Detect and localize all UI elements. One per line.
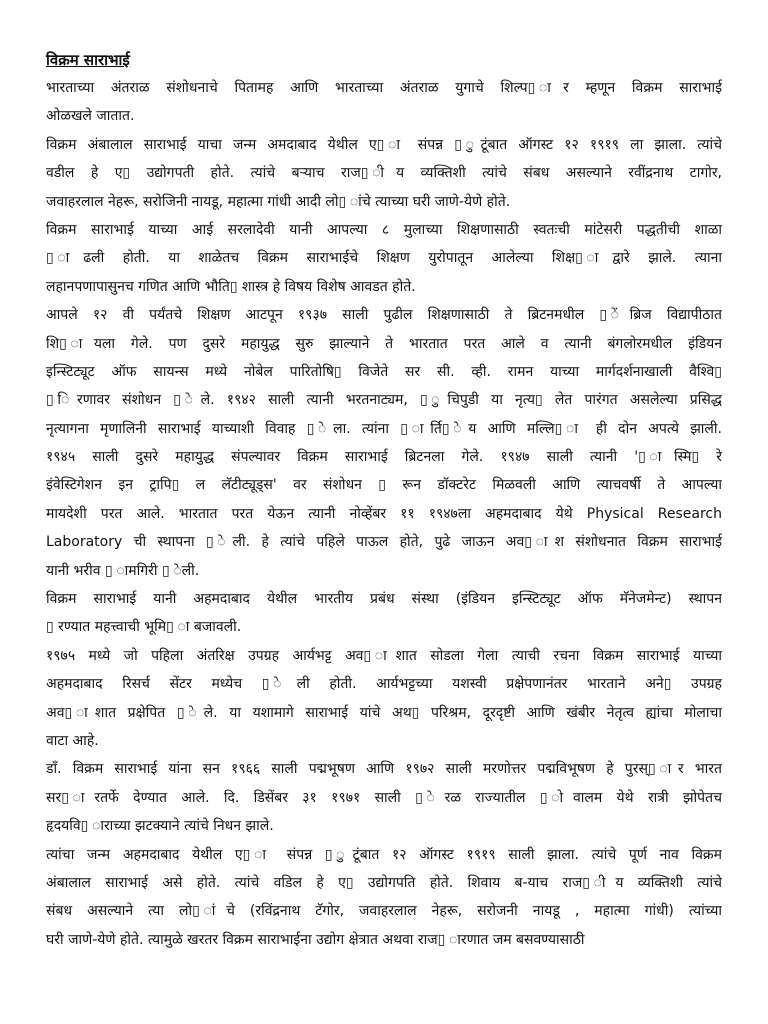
paragraph	[46, 755, 722, 840]
text-line: अव▯ ाशात प्रक्षेपित ▯ ेले. या यशामागे साराभाई यांचे अथ▯ परिश्रम, दूरदृष्टी आणि खंबीर नेतृत्व ह्यांचा मोलाचा	[46, 704, 722, 721]
text-line: हृदयवि▯ ाराच्या झटक्याने त्यांचे निधन झाले.	[46, 818, 274, 835]
paragraph	[46, 841, 722, 955]
text-line: अंबालाल साराभाई असे होते. त्यांचे वडिल हे ए▯ उद्योगपति होते. शिवाय ब-याच राज▯ ीय व्यक्तिशी त्यांचे	[46, 874, 722, 891]
text-line: ओळखले जातात.	[46, 108, 135, 125]
text-line: इन्स्टिट्यूट ऑफ सायन्स मध्ये नोबेल पारितोषि▯ विजेते सर सी. व्ही. रामन याच्या मार्गदर्शनाखाली वैश्वि▯	[46, 363, 722, 380]
text-line: यानी भरीव ▯ ामगिरी ▯ ेली.	[46, 562, 200, 579]
text-line: विक्रम साराभाई याच्या आई सरलादेवी यानी आपल्या ८ मुलाच्या शिक्षणासाठी स्वतःची मांटेसरी पद्धतीची शाळा	[46, 221, 722, 238]
text-line: Laboratory ची स्थापना ▯ ेली. हे त्यांचे पहिले पाऊल होते, पुढे जाऊन अव▯ ाश संशोधनात विक्रम साराभाई	[46, 534, 722, 551]
text-line: आपले १२ वी पर्यंतचे शिक्षण आटपून १९३७ साली पुढील शिक्षणासाठी ते ब्रिटनमधील ▯ ेंब्रिज विद्यापीठात	[46, 307, 722, 324]
text-line: नृत्यागना मृणालिनी साराभाई याच्याशी विवाह ▯ ेला. त्यांना ▯ ार्ति▯ ेय आणि मल्लि▯ ा ही दोन अपत्ये झाली.	[46, 420, 722, 437]
document-title: विक्रम साराभाई	[46, 51, 130, 69]
text-line: त्यांचा जन्म अहमदाबाद येथील ए▯ ा संपन्न ▯ ुटूंबात १२ ऑगस्ट १९१९ साली झाला. त्यांचे पूर्ण नाव विक्रम	[46, 846, 722, 863]
text-line: विक्रम साराभाई यानी अहमदाबाद येथील भारतीय प्रबंध संस्था (इंडियन इन्स्टिट्यूट ऑफ मॅनेजमेन्ट) स्थापन	[46, 591, 722, 608]
text-line: वाटा आहे.	[46, 732, 99, 749]
paragraph	[46, 216, 722, 301]
text-line: घरी जाणे-येणे होते. त्यामुळे खरतर विक्रम साराभाईना उद्योग क्षेत्रात अथवा राज▯ ारणात जम बसवण्यासाठी	[46, 931, 585, 948]
text-line: ▯ िरणावर संशोधन ▯ ेले. १९४२ साली त्यानी भरतनाट्यम, ▯ ुचिपुडी या नृत्य▯ लेत पारंगत असलेल्या प्रसिद्ध	[46, 392, 722, 409]
text-line: ▯ ाढली होती. या शाळेतच विक्रम साराभाईचे शिक्षण युरोपातून आलेल्या शिक्ष▯ ाद्वारे झाले. त्याना	[46, 250, 722, 267]
document-body	[46, 74, 722, 954]
paragraph	[46, 131, 722, 216]
paragraph	[46, 74, 722, 131]
text-line: डॉं. विक्रम साराभाई यांना सन १९६६ साली पद्मभूषण आणि १९७२ साली मरणोत्तर पद्मविभूषण हे पुरस्▯ ार भारत	[46, 761, 722, 778]
text-line: १९७५ मध्ये जो पहिला अंतरिक्ष उपग्रह आर्यभट्ट अव▯ ाशात सोडला गेला त्याची रचना विक्रम साराभाई याच्या	[46, 647, 722, 664]
text-line: मायदेशी परत आले. भारतात परत येऊन त्यानी नोव्हेंबर ११ १९४७ला अहमदाबाद येथे Physical Research	[46, 505, 722, 522]
text-line: शि▯ ायला गेले. पण दुसरे महायुद्ध सुरु झाल्याने ते भारतात परत आले व त्यानी बंगलोरमधील इंडियन	[46, 335, 722, 352]
text-line: वडील हे ए▯ उद्योगपती होते. त्यांचे बऱ्याच राज▯ ीय व्यक्तिशी त्यांचे संबध असल्याने रवींद्रनाथ टागोर,	[46, 165, 722, 182]
paragraph	[46, 585, 722, 642]
text-line: इंवेस्टिगेशन इन ट्रापि▯ ल लॅटीट्यूड्स' वर संशोधन ▯ रून डॉक्टरेट मिळवली आणि त्याचवर्षी ते आपल्या	[46, 477, 722, 494]
document-page	[46, 46, 722, 954]
text-line: लहानपणापासुनच गणित आणि भौति▯ शास्त्र हे विषय विशेष आवडत होते.	[46, 278, 416, 295]
text-line: भारताच्या अंतराळ संशोधनाचे पितामह आणि भारताच्या अंतराळ युगाचे शिल्प▯ ार म्हणून विक्रम साराभाई	[46, 80, 722, 96]
text-line: संबध असल्याने त्या लो▯ ांचे (रविंद्रनाथ टॅगोर, जवाहरलाल नेहरू, सरोजनी नायडू , महात्मा गांधी) त्यांच्या	[46, 903, 722, 920]
paragraph	[46, 642, 722, 756]
text-line: सर▯ ारतर्फे देण्यात आले. दि. डिसेंबर ३१ १९७१ साली ▯ ेरळ राज्यातील ▯ ोवालम येथे रात्री झोपेतच	[46, 789, 722, 806]
paragraph	[46, 301, 722, 585]
text-line: जवाहरलाल नेहरू, सरोजिनी नायडू, महात्मा गांधी आदी लो▯ ांचे त्याच्या घरी जाणे-येणे होते.	[46, 193, 511, 210]
text-line: १९४५ साली दुसरे महायुद्ध संपल्यावर विक्रम साराभाई ब्रिटनला गेले. १९४७ साली त्यानी '▯ ास्मि▯ रे	[46, 449, 722, 466]
text-line: ▯ रण्यात महत्त्वाची भूमि▯ ा बजावली.	[46, 619, 242, 636]
text-line: अहमदाबाद रिसर्च सेंटर मध्येच ▯ ेली होती. आर्यभट्टच्या यशस्वी प्रक्षेपणानंतर भारताने अने▯ उपग्रह	[46, 676, 722, 693]
text-line: विक्रम अंबालाल साराभाई याचा जन्म अमदाबाद येथील ए▯ ा संपन्न ▯ ुटूंबात ऑगस्ट १२ १९१९ ला झाला. त्यांचे	[46, 136, 722, 153]
